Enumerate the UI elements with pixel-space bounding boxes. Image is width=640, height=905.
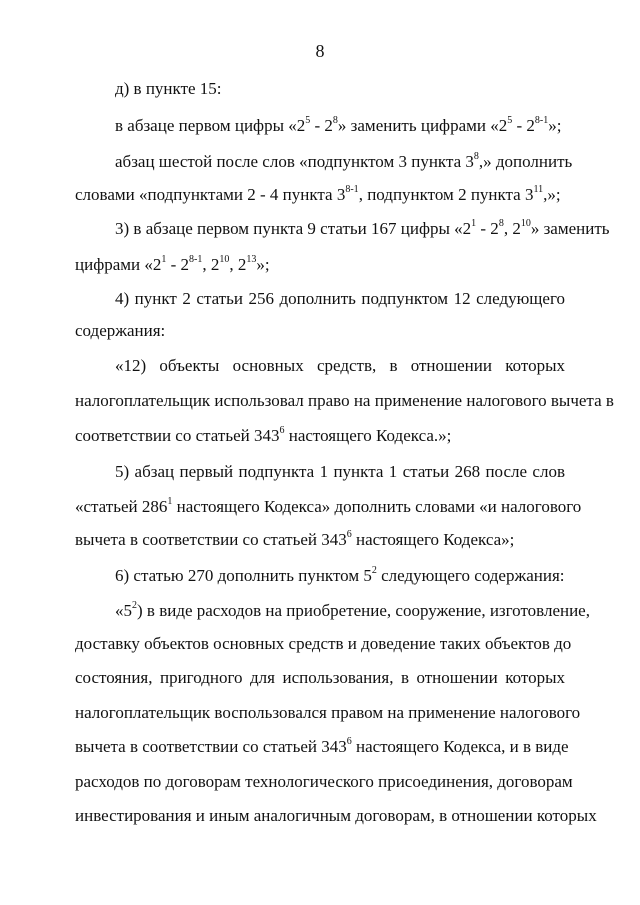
- text-run: словами «подпунктами 2 - 4 пункта 3: [75, 185, 346, 204]
- text-run: ) в виде расходов на приобретение, сооружение, изготовление,: [137, 601, 590, 620]
- text-run: » заменить: [530, 219, 610, 238]
- text-line: [115, 78, 222, 100]
- text-run: - 2: [310, 116, 333, 135]
- text-run: »;: [548, 116, 562, 135]
- superscript: 5: [507, 115, 513, 127]
- text-line: [115, 218, 610, 240]
- text-run: вычета в соответствии со статьей 343: [75, 530, 347, 549]
- superscript: 8: [473, 151, 479, 163]
- superscript: 2: [371, 565, 377, 577]
- text-run: 3) в абзаце первом пункта 9 статьи 167 цифры «2: [115, 219, 472, 238]
- text-run: - 2: [476, 219, 499, 238]
- superscript: 8-1: [189, 254, 203, 266]
- superscript: 13: [246, 254, 257, 266]
- text-run: - 2: [166, 255, 190, 274]
- superscript: 1: [167, 496, 173, 508]
- text-line: [75, 425, 451, 447]
- text-line: [75, 390, 614, 412]
- superscript: 8: [498, 218, 504, 230]
- text-line: [75, 529, 514, 551]
- text-line: [115, 115, 561, 137]
- text-run: , 2: [503, 219, 521, 238]
- text-run: цифрами «2: [75, 255, 162, 274]
- text-run: расходов по договорам технологического присоединения, договорам: [75, 772, 573, 791]
- text-run: 5) абзац первый подпункта 1 пункта 1 статьи 268 после слов: [115, 462, 565, 481]
- text-run: настоящего Кодекса» дополнить словами «и налогового: [172, 497, 582, 516]
- superscript: 5: [305, 115, 311, 127]
- text-run: д) в пункте 15:: [115, 79, 222, 98]
- text-line: [115, 288, 565, 310]
- superscript: 1: [161, 254, 167, 266]
- text-run: в абзаце первом цифры «2: [115, 116, 306, 135]
- text-line: [115, 355, 565, 377]
- text-run: настоящего Кодекса.»;: [284, 426, 452, 445]
- text-line: [115, 151, 573, 173]
- text-line: [75, 771, 573, 793]
- text-run: , подпунктом 2 пункта 3: [358, 185, 534, 204]
- text-line: [75, 633, 572, 655]
- text-run: соответствии со статьей 343: [75, 426, 280, 445]
- text-line: [115, 600, 590, 622]
- text-line: [115, 565, 565, 587]
- text-run: следующего содержания:: [376, 566, 565, 585]
- superscript: 6: [346, 529, 352, 541]
- text-run: , 2: [202, 255, 220, 274]
- text-line: [115, 461, 565, 483]
- text-run: ,»;: [543, 185, 561, 204]
- text-run: «статьей 286: [75, 497, 168, 516]
- text-line: [75, 320, 165, 342]
- text-run: состояния, пригодного для использования, в отношении которых: [75, 668, 565, 687]
- text-line: [75, 496, 582, 518]
- superscript: 2: [132, 600, 137, 612]
- text-line: [75, 805, 597, 827]
- text-run: налогоплательщик использовал право на применение налогового вычета в: [75, 391, 614, 410]
- text-run: вычета в соответствии со статьей 343: [75, 737, 347, 756]
- superscript: 10: [219, 254, 230, 266]
- superscript: 6: [346, 736, 352, 748]
- superscript: 8: [332, 115, 338, 127]
- text-run: ,» дополнить: [478, 152, 573, 171]
- text-run: 4) пункт 2 статьи 256 дополнить подпунктом 12 следующего: [115, 289, 565, 308]
- text-run: »;: [256, 255, 270, 274]
- text-line: [75, 184, 561, 206]
- superscript: 10: [520, 218, 531, 230]
- superscript: 8-1: [534, 115, 549, 127]
- text-run: доставку объектов основных средств и доведение таких объектов до: [75, 634, 572, 653]
- text-run: «5: [115, 601, 132, 620]
- text-line: [75, 254, 270, 276]
- text-line: [75, 736, 569, 758]
- text-run: содержания:: [75, 321, 166, 340]
- superscript: 1: [471, 218, 477, 230]
- text-run: настоящего Кодекса»;: [351, 530, 515, 549]
- text-run: «12) объекты основных средств, в отношении которых: [115, 356, 565, 375]
- text-run: » заменить цифрами «2: [337, 116, 508, 135]
- superscript: 8-1: [345, 184, 359, 196]
- text-run: , 2: [229, 255, 247, 274]
- text-run: инвестирования и иным аналогичным договорам, в отношении которых: [75, 806, 597, 825]
- text-line: [75, 702, 581, 724]
- text-run: налогоплательщик воспользовался правом на применение налогового: [75, 703, 581, 722]
- text-run: абзац шестой после слов «подпунктом 3 пункта 3: [115, 152, 474, 171]
- text-line: [75, 667, 565, 689]
- text-run: 6) статью 270 дополнить пунктом 5: [115, 566, 372, 585]
- text-run: - 2: [512, 116, 535, 135]
- text-run: настоящего Кодекса, и в виде: [351, 737, 569, 756]
- superscript: 6: [279, 425, 285, 437]
- superscript: 11: [533, 184, 544, 196]
- page-number: 8: [315, 41, 325, 61]
